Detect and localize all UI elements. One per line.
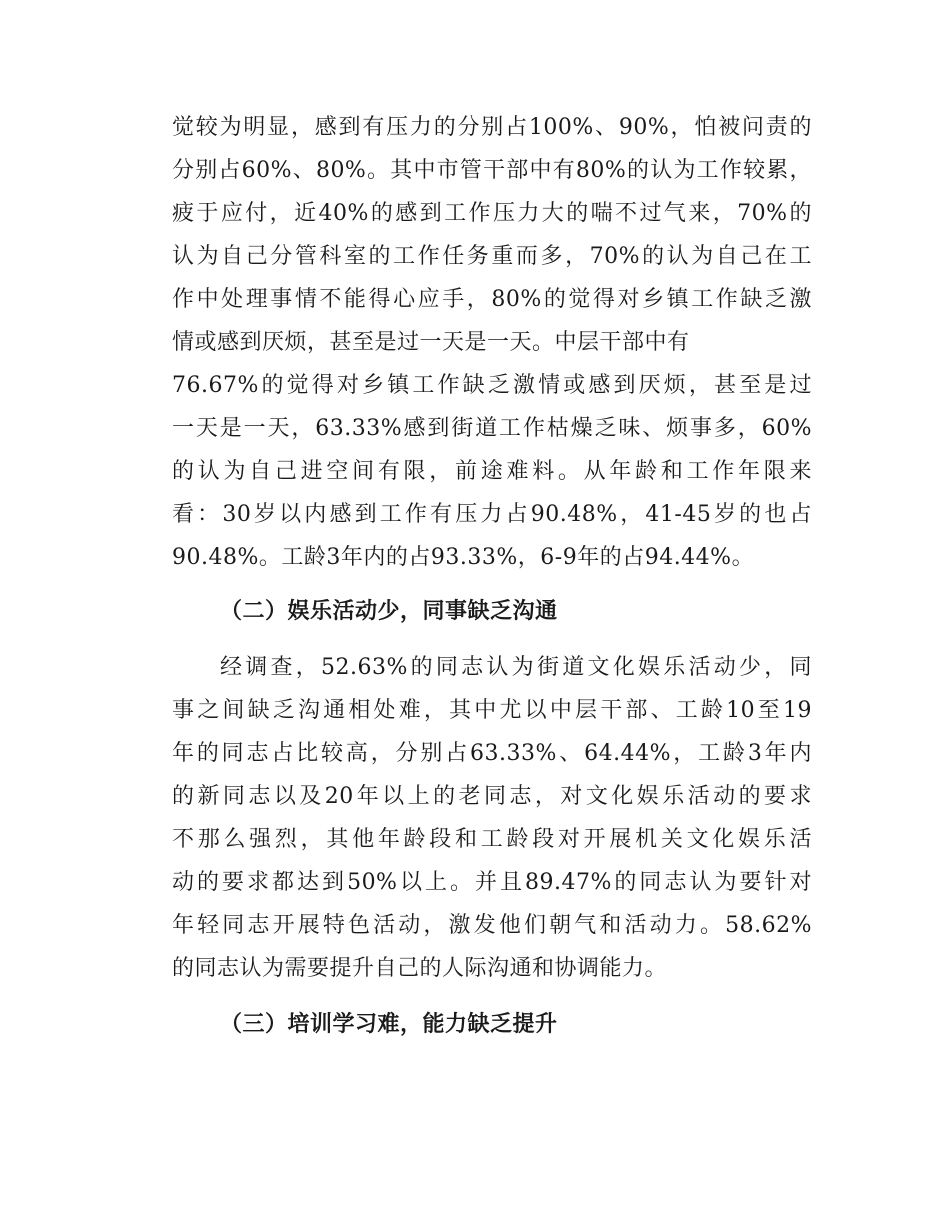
- text-line: 年的同志占比较高，分别占63.33%、64.44%，工龄3年内: [172, 741, 812, 766]
- text-line: 不那么强烈，其他年龄段和工龄段对开展机关文化娱乐活: [172, 827, 812, 852]
- text-line: 认为自己分管科室的工作任务重而多，70%的认为自己在工: [172, 244, 812, 269]
- text-line: 疲于应付，近40%的感到工作压力大的喘不过气来，70%的: [172, 201, 812, 226]
- text-line: 看：30岁以内感到工作有压力占90.48%，41-45岁的也占: [172, 502, 812, 527]
- text-line: 一天是一天，63.33%感到街道工作枯燥乏味、烦事多，60%: [172, 416, 812, 441]
- text-line: 年轻同志开展特色活动，激发他们朝气和活动力。58.62%: [172, 913, 812, 938]
- text-line: 的同志认为需要提升自己的人际沟通和协调能力。: [172, 956, 668, 981]
- text-line: 作中处理事情不能得心应手，80%的觉得对乡镇工作缺乏激: [172, 287, 812, 312]
- text-line: 的新同志以及20年以上的老同志，对文化娱乐活动的要求: [172, 784, 812, 809]
- section-heading-training: （三）培训学习难，能力缺乏提升: [220, 1012, 558, 1037]
- text-line: 的认为自己进空间有限，前途难料。从年龄和工作年限来: [172, 459, 812, 484]
- text-line: 分别占60%、80%。其中市管干部中有80%的认为工作较累，: [172, 158, 812, 183]
- text-line: 经调查，52.63%的同志认为街道文化娱乐活动少，同: [220, 655, 812, 680]
- text-line: 觉较为明显，感到有压力的分别占100%、90%，怕被问责的: [172, 115, 812, 140]
- section-heading-entertainment: （二）娱乐活动少，同事缺乏沟通: [220, 599, 558, 624]
- text-line: 动的要求都达到50%以上。并且89.47%的同志认为要针对: [172, 870, 812, 895]
- text-line: 76.67%的觉得对乡镇工作缺乏激情或感到厌烦，甚至是过: [172, 373, 812, 398]
- text-line: 事之间缺乏沟通相处难，其中尤以中层干部、工龄10至19: [172, 698, 812, 723]
- text-line: 情或感到厌烦，甚至是过一天是一天。中层干部中有: [172, 330, 690, 355]
- text-line: 90.48%。工龄3年内的占93.33%，6-9年的占94.44%。: [172, 545, 755, 570]
